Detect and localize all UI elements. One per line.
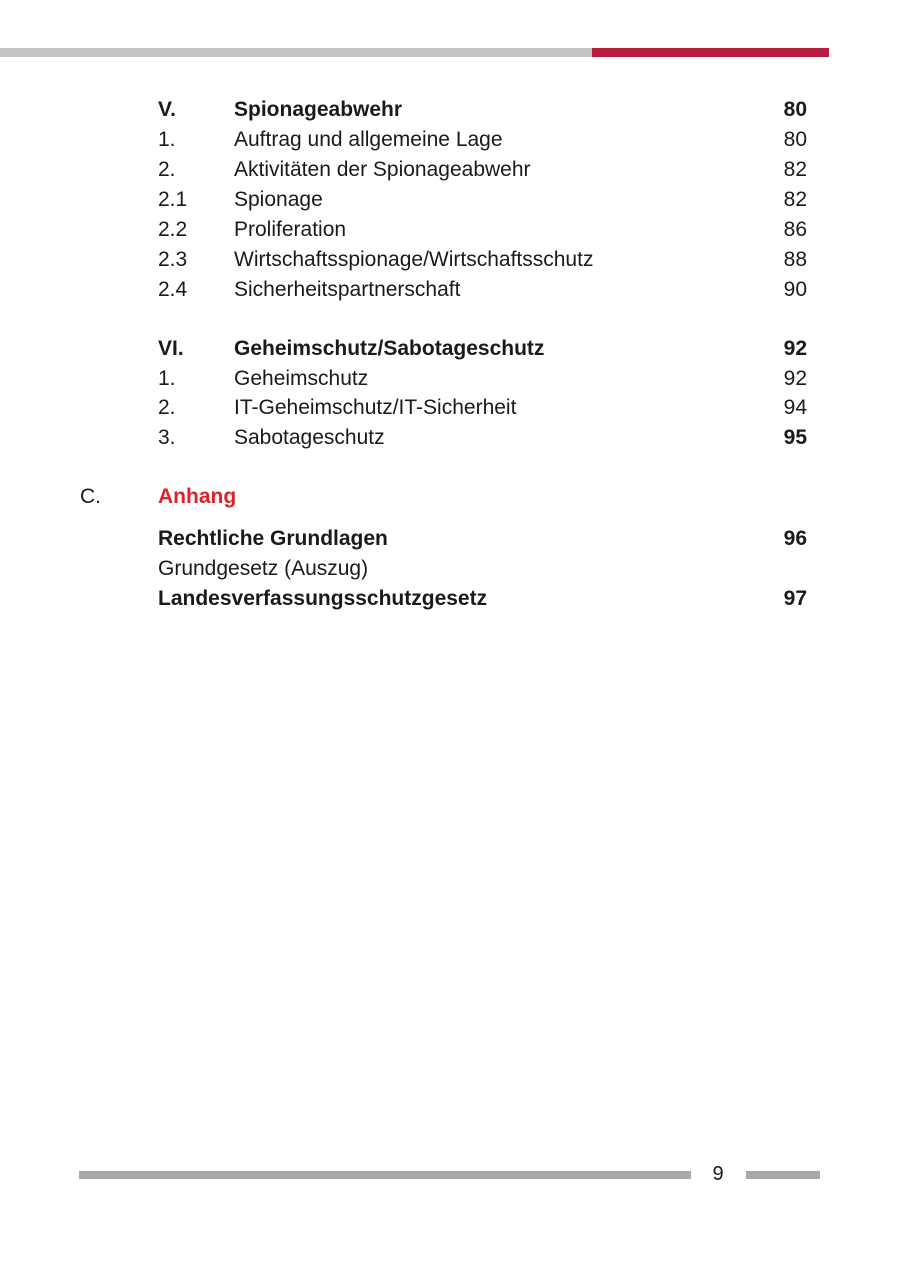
toc-page: 80: [783, 98, 807, 121]
toc-title: Spionage: [234, 188, 323, 211]
toc-page: 80: [783, 128, 807, 151]
toc-item[interactable]: [0, 364, 900, 394]
toc-item[interactable]: [0, 215, 900, 245]
toc-page: 86: [783, 218, 807, 241]
section-title-anhang[interactable]: Anhang: [158, 485, 237, 508]
toc-item[interactable]: [0, 245, 900, 275]
section-letter-c: C.: [80, 485, 101, 508]
toc-page: 88: [783, 248, 807, 271]
toc-item[interactable]: [0, 393, 900, 423]
toc-title: Grundgesetz (Auszug): [158, 557, 369, 580]
header-bar-red: [592, 48, 829, 57]
toc-title: IT-Geheimschutz/IT-Sicherheit: [234, 396, 517, 419]
toc-number: 2.3: [158, 248, 188, 271]
toc-title: Geheimschutz: [234, 367, 369, 390]
toc-item[interactable]: [0, 554, 900, 584]
toc-number: 2.1: [158, 188, 188, 211]
toc-page: 96: [783, 527, 807, 550]
toc-title: Auftrag und allgemeine Lage: [234, 128, 503, 151]
toc-page: 90: [783, 278, 807, 301]
toc-item[interactable]: [0, 423, 900, 453]
toc-number: 2.4: [158, 278, 188, 301]
toc-number: 2.2: [158, 218, 188, 241]
toc-title: Aktivitäten der Spionageabwehr: [234, 158, 531, 181]
toc-title: Geheimschutz/Sabotageschutz: [234, 337, 545, 360]
toc-item[interactable]: [0, 185, 900, 215]
toc-page: 82: [783, 158, 807, 181]
toc-title: Sicherheitspartnerschaft: [234, 278, 461, 301]
toc-heading-geheimschutz[interactable]: [0, 334, 900, 364]
toc-page: 92: [783, 367, 807, 390]
toc-number: 2.: [158, 158, 176, 181]
toc-page: 97: [783, 587, 807, 610]
toc-item[interactable]: [0, 125, 900, 155]
toc-title: Sabotageschutz: [234, 426, 385, 449]
toc-number: 3.: [158, 426, 176, 449]
toc-number: V.: [158, 98, 176, 121]
toc-item[interactable]: [0, 584, 900, 614]
toc-page: 82: [783, 188, 807, 211]
toc-number: 1.: [158, 367, 176, 390]
toc-title: Wirtschaftsspionage/Wirtschaftsschutz: [234, 248, 594, 271]
footer-bar-left: [79, 1171, 691, 1179]
toc-title: Landesverfassungsschutzgesetz: [158, 587, 488, 610]
toc-title: Spionageabwehr: [234, 98, 403, 121]
toc-page: 95: [783, 426, 807, 449]
toc-number: VI.: [158, 337, 184, 360]
toc-item[interactable]: [0, 524, 900, 554]
toc-page: 94: [783, 396, 807, 419]
toc-page: 92: [783, 337, 807, 360]
page-number: 9: [712, 1163, 724, 1185]
toc-heading-spionageabwehr[interactable]: [0, 95, 900, 125]
toc-number: 2.: [158, 396, 176, 419]
toc-title: Rechtliche Grundlagen: [158, 527, 388, 550]
toc-item[interactable]: [0, 275, 900, 305]
toc-title: Proliferation: [234, 218, 347, 241]
toc-number: 1.: [158, 128, 176, 151]
header-bar-gray: [0, 48, 592, 57]
toc-item[interactable]: [0, 155, 900, 185]
footer-bar-right: [746, 1171, 820, 1179]
